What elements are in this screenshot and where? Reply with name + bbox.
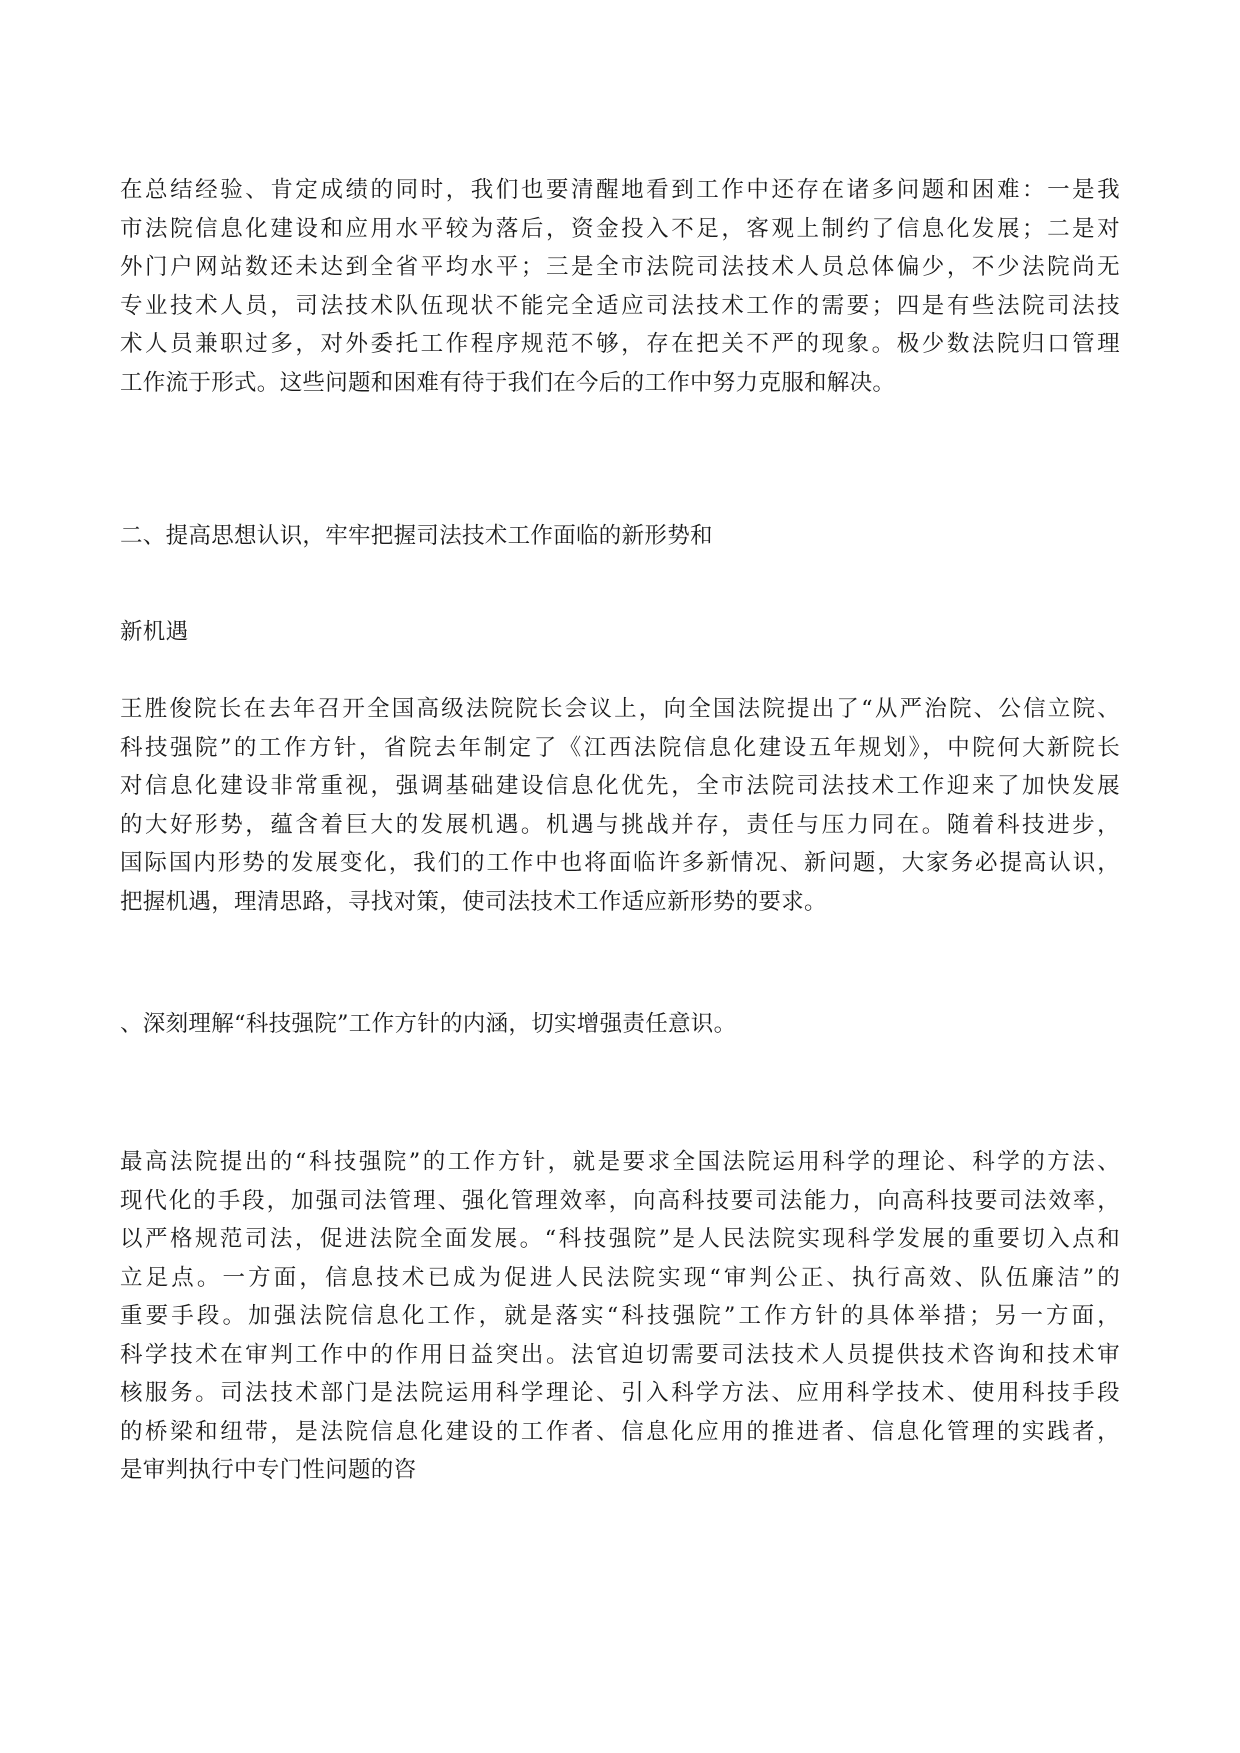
text-line: 是审判执行中专门性问题的咨 xyxy=(120,1457,417,1483)
heading-line: 、深刻理解“科技强院”工作方针的内涵，切实增强责任意识。 xyxy=(120,1011,737,1037)
section-heading-2-continued xyxy=(120,613,1120,652)
text-line: 王胜俊院长在去年召开全国高级法院院长会议上，向全国法院提出了“从严治院、公信立院、 xyxy=(120,696,1120,722)
heading-line: 二、提高思想认识，牢牢把握司法技术工作面临的新形势和 xyxy=(120,523,713,549)
text-line: 科技强院”的工作方针，省院去年制定了《江西法院信息化建设五年规划》，中院何大新院长 xyxy=(120,734,1120,761)
text-line: 的大好形势，蕴含着巨大的发展机遇。机遇与挑战并存，责任与压力同在。随着科技进步， xyxy=(120,811,1120,838)
text-line: 工作流于形式。这些问题和困难有待于我们在今后的工作中努力克服和解决。 xyxy=(120,369,896,396)
text-line: 把握机遇，理清思路，寻找对策，使司法技术工作适应新形势的要求。 xyxy=(120,888,827,915)
text-line: 立足点。一方面，信息技术已成为促进人民法院实现“审判公正、执行高效、队伍廉洁”的 xyxy=(120,1264,1120,1291)
text-line: 在总结经验、肯定成绩的同时，我们也要清醒地看到工作中还存在诸多问题和困难：一是我 xyxy=(120,177,1120,203)
text-line: 科学技术在审判工作中的作用日益突出。法官迫切需要司法技术人员提供技术咨询和技术审 xyxy=(120,1341,1120,1368)
text-line: 外门户网站数还未达到全省平均水平；三是全市法院司法技术人员总体偏少，不少法院尚无 xyxy=(120,254,1120,280)
heading-line: 新机遇 xyxy=(120,619,189,645)
paragraph-problems xyxy=(120,171,1120,402)
text-line: 以严格规范司法，促进法院全面发展。“科技强院”是人民法院实现科学发展的重要切入点和 xyxy=(120,1226,1120,1252)
paragraph-tech-strengthening xyxy=(120,1143,1120,1490)
text-line: 的桥梁和纽带，是法院信息化建设的工作者、信息化应用的推进者、信息化管理的实践者， xyxy=(120,1418,1120,1445)
text-line: 核服务。司法技术部门是法院运用科学理论、引入科学方法、应用科学技术、使用科技手段 xyxy=(120,1380,1120,1406)
text-line: 术人员兼职过多，对外委托工作程序规范不够，存在把关不严的现象。极少数法院归口管理 xyxy=(120,331,1120,357)
text-line: 对信息化建设非常重视，强调基础建设信息化优先，全市法院司法技术工作迎来了加快发展 xyxy=(120,773,1120,799)
paragraph-opportunities xyxy=(120,690,1120,921)
section-heading-3 xyxy=(120,1005,1120,1044)
text-line: 国际国内形势的发展变化，我们的工作中也将面临许多新情况、新问题，大家务必提高认识， xyxy=(120,850,1120,876)
section-heading-2 xyxy=(120,517,1120,556)
text-line: 最高法院提出的“科技强院”的工作方针，就是要求全国法院运用科学的理论、科学的方法、 xyxy=(120,1149,1120,1175)
text-line: 市法院信息化建设和应用水平较为落后，资金投入不足，客观上制约了信息化发展；二是对 xyxy=(120,215,1120,242)
text-line: 现代化的手段，加强司法管理、强化管理效率，向高科技要司法能力，向高科技要司法效率， xyxy=(120,1187,1120,1214)
text-line: 重要手段。加强法院信息化工作，就是落实“科技强院”工作方针的具体举措；另一方面， xyxy=(120,1303,1120,1329)
text-line: 专业技术人员，司法技术队伍现状不能完全适应司法技术工作的需要；四是有些法院司法技 xyxy=(120,292,1120,319)
